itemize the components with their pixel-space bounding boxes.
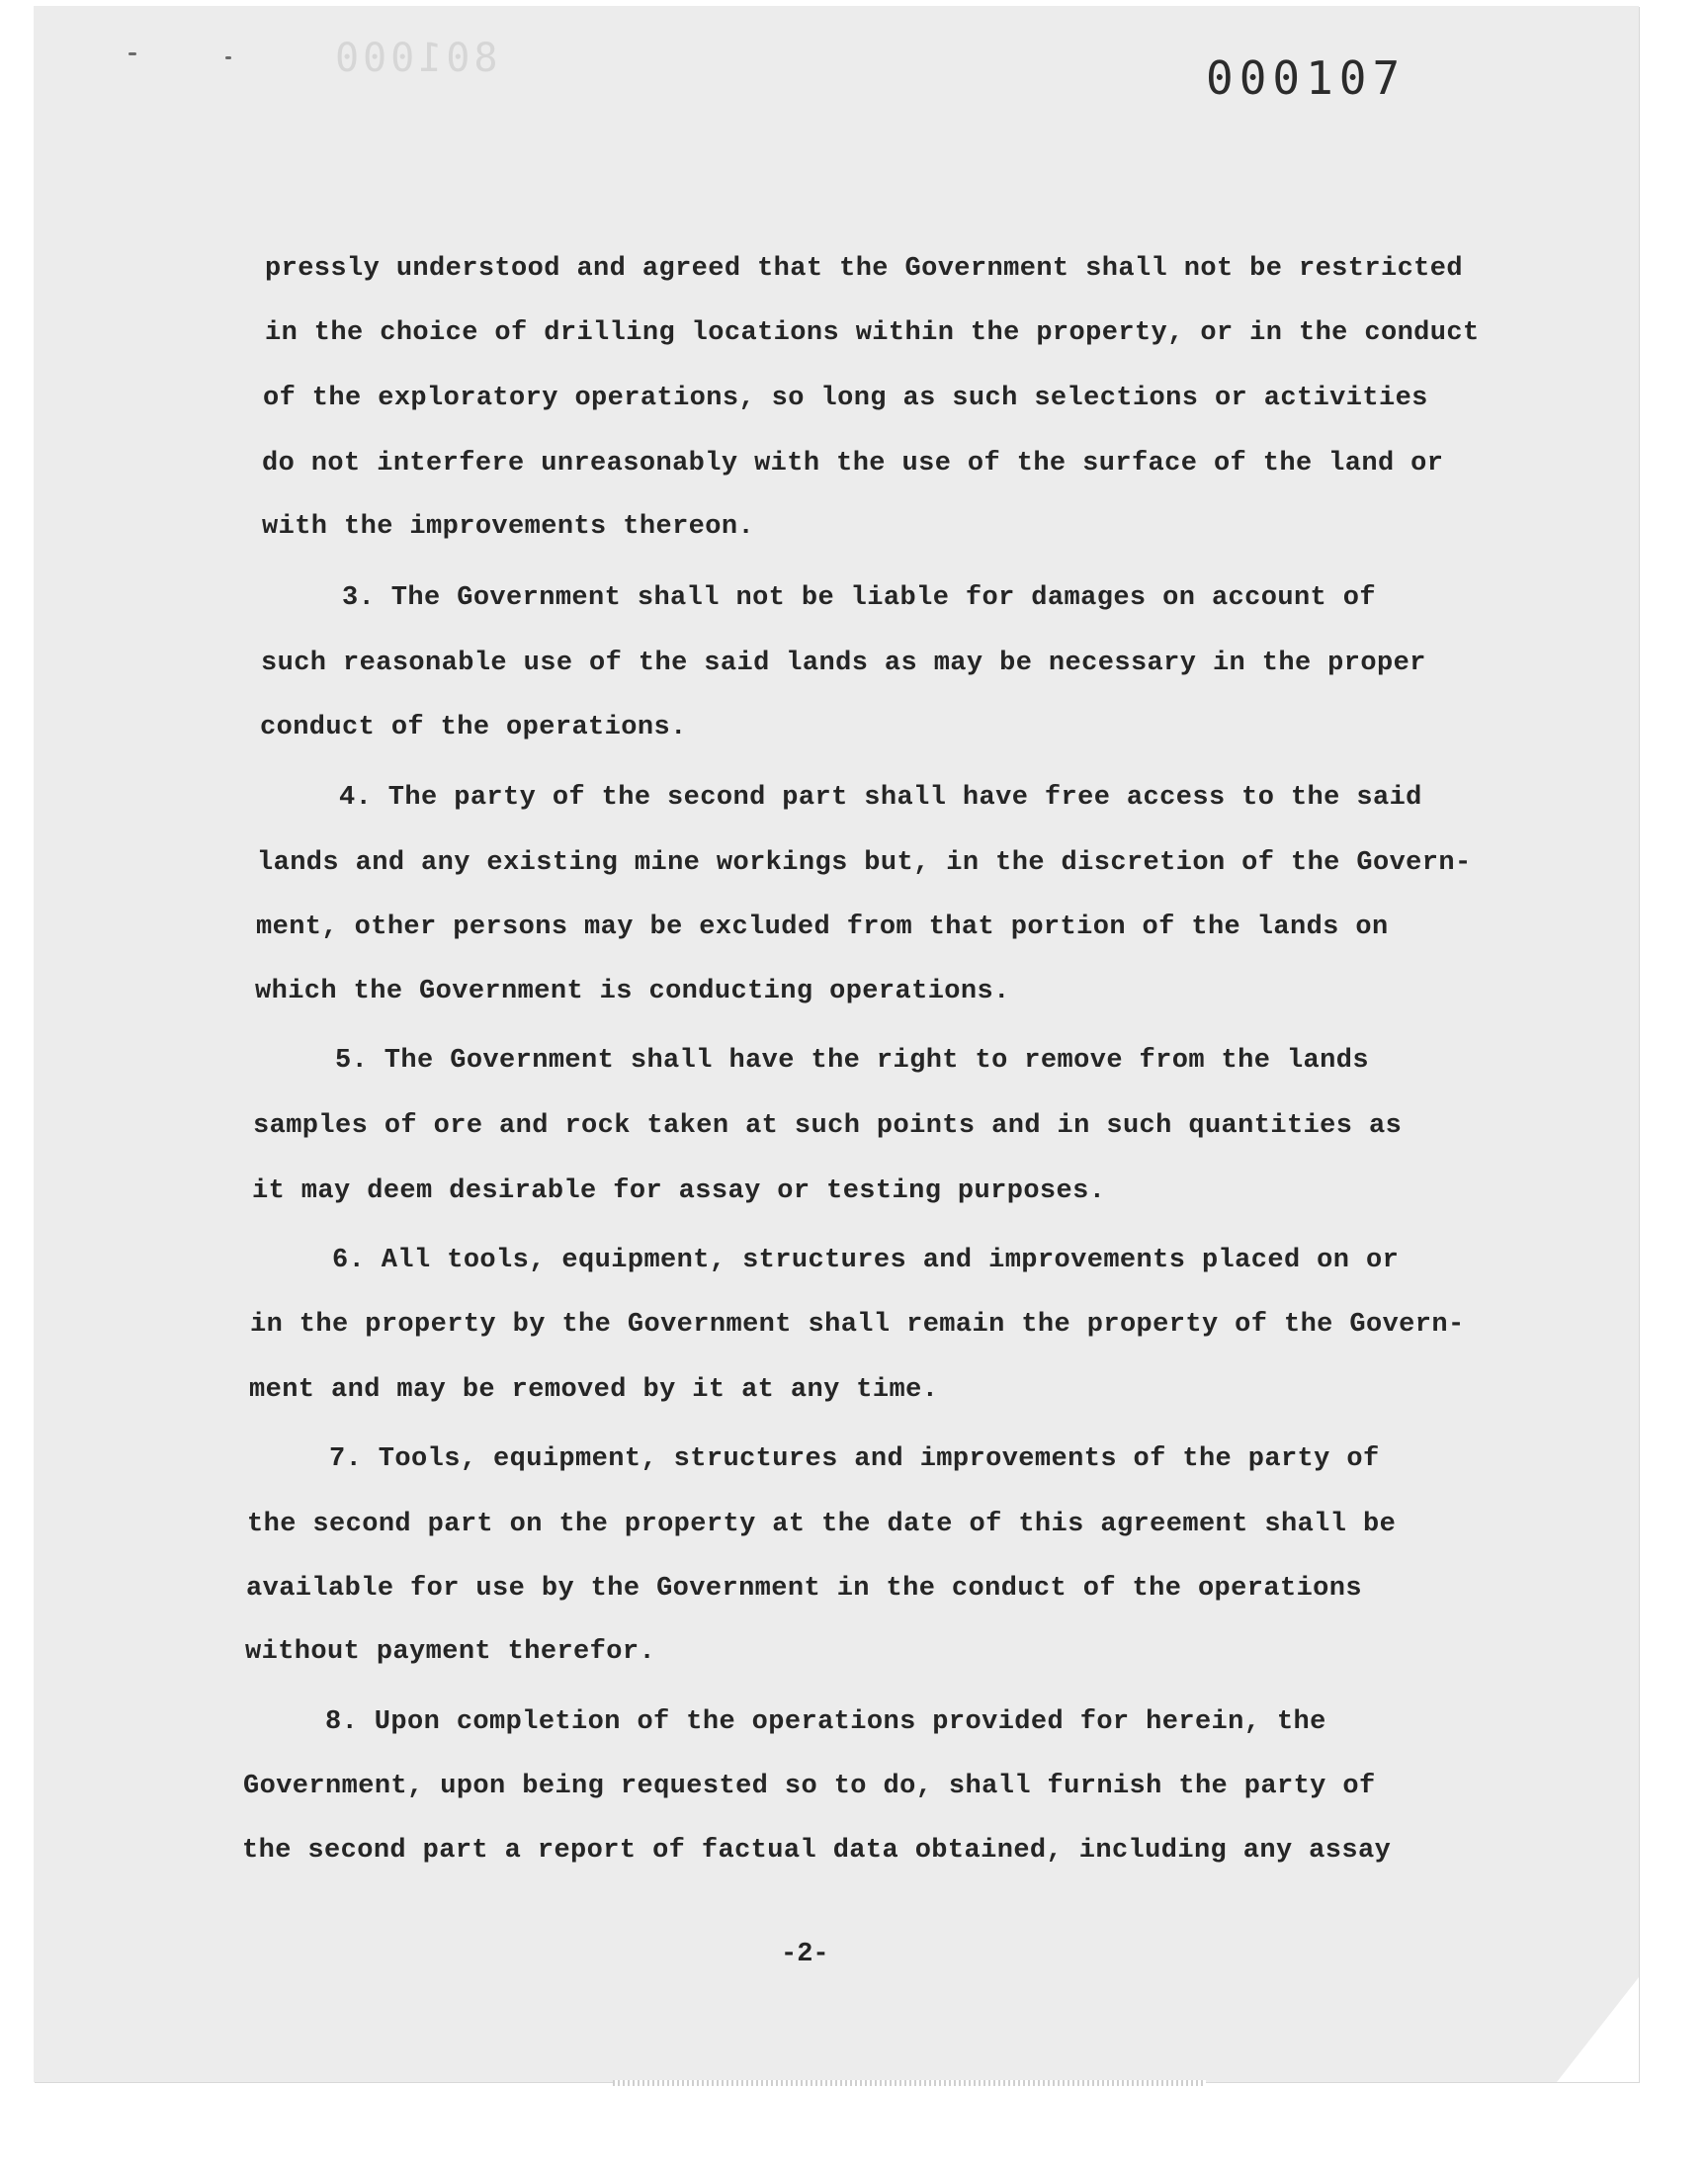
text-line: do not interfere unreasonably with the use of the surface of the land or xyxy=(262,449,1444,478)
text-line: such reasonable use of the said lands as may be necessary in the proper xyxy=(261,649,1426,678)
text-line: the second part a report of factual data obtained, including any assay xyxy=(242,1836,1392,1866)
text-line: the second part on the property at the date of this agreement shall be xyxy=(247,1510,1397,1539)
text-line: it may deem desirable for assay or testing purposes. xyxy=(252,1176,1106,1206)
paragraph-7-start: 7. Tools, equipment, structures and improvements of the party of xyxy=(329,1444,1380,1474)
text-line: of the exploratory operations, so long as such selections or activities xyxy=(263,384,1428,413)
text-line: with the improvements thereon. xyxy=(262,512,755,542)
scan-edge-artifact xyxy=(613,2080,1206,2086)
text-line: which the Government is conducting operations. xyxy=(255,977,1010,1006)
text-line: available for use by the Government in the conduct of the operations xyxy=(246,1574,1362,1604)
text-line: samples of ore and rock taken at such points and in such quantities as xyxy=(253,1111,1403,1141)
text-line: ment, other persons may be excluded from that portion of the lands on xyxy=(256,913,1389,942)
text-line: in the choice of drilling locations within the property, or in the conduct xyxy=(265,318,1480,348)
paragraph-5-start: 5. The Government shall have the right to remove from the lands xyxy=(335,1046,1369,1076)
page-number: -2- xyxy=(781,1940,829,1969)
paragraph-6-start: 6. All tools, equipment, structures and improvements placed on or xyxy=(332,1246,1400,1275)
text-line: in the property by the Government shall remain the property of the Govern- xyxy=(250,1310,1465,1340)
bleed-through-stamp: 801000 xyxy=(331,36,498,81)
paragraph-8-start: 8. Upon completion of the operations provided for herein, the xyxy=(325,1707,1326,1737)
text-line: ment and may be removed by it at any time. xyxy=(249,1375,939,1405)
text-line: lands and any existing mine workings but, in the discretion of the Govern- xyxy=(257,848,1472,878)
text-line: pressly understood and agreed that the Government shall not be restricted xyxy=(265,254,1463,284)
paragraph-4-start: 4. The party of the second part shall have free access to the said xyxy=(339,783,1422,813)
text-line: conduct of the operations. xyxy=(260,713,687,742)
text-line: without payment therefor. xyxy=(245,1637,656,1667)
document-number: 000107 xyxy=(1206,51,1407,105)
text-line: Government, upon being requested so to do, shall furnish the party of xyxy=(243,1772,1376,1801)
paragraph-3-start: 3. The Government shall not be liable for damages on account of xyxy=(342,583,1376,613)
